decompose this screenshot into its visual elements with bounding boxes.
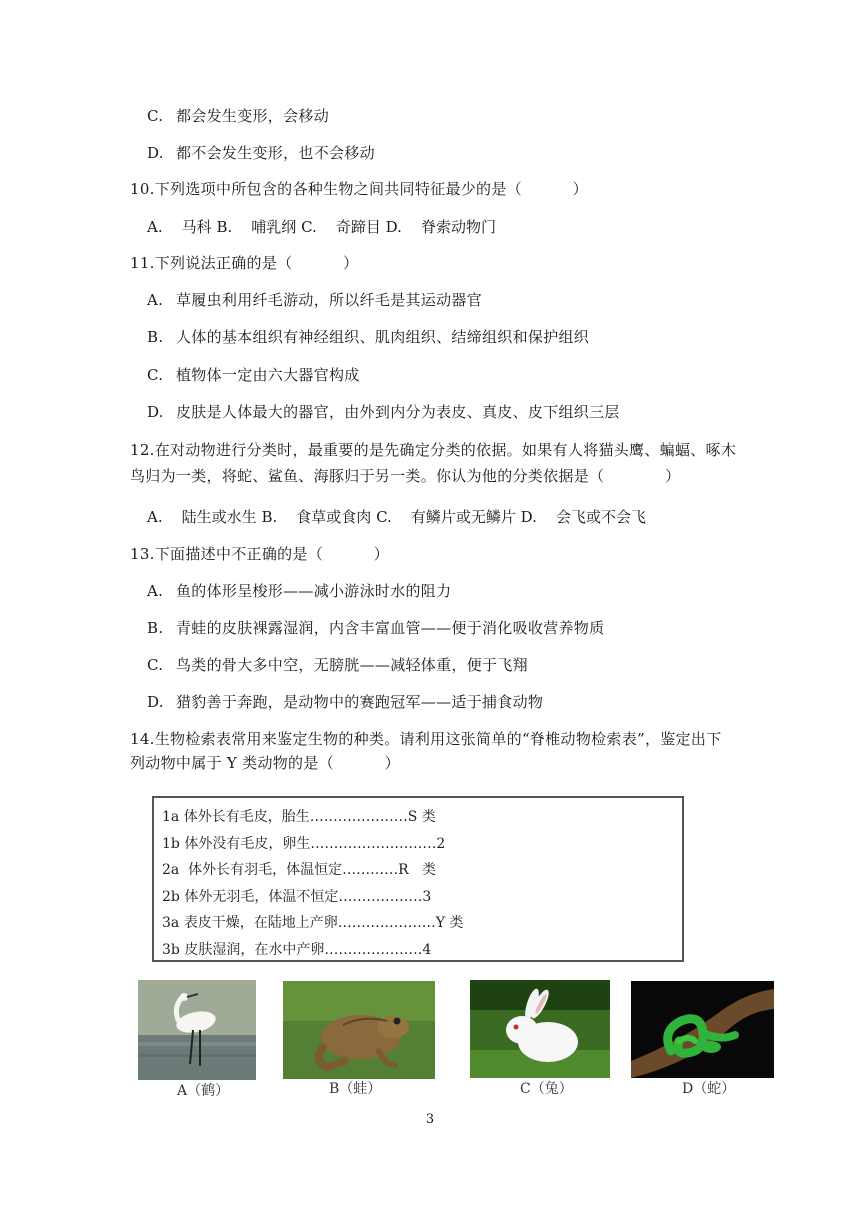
q11-option-d-text: 皮肤是人体最大的器官，由外到内分为表皮、真皮、皮下组织三层 bbox=[176, 403, 620, 421]
caption-a: A（鹤） bbox=[177, 1083, 230, 1099]
page-number: 3 bbox=[425, 1112, 435, 1127]
key-row-2a: 2a 体外长有羽毛，体温恒定…………R 类 bbox=[162, 862, 437, 878]
q9-option-c-text: 都会发生变形，会移动 bbox=[176, 107, 330, 125]
q11-option-b-letter: B. bbox=[147, 328, 164, 346]
snake-photo bbox=[631, 981, 774, 1078]
q9-option-d-text: 都不会发生变形，也不会移动 bbox=[176, 144, 375, 162]
q9-option-c-letter: C. bbox=[147, 107, 164, 125]
q12-stem-line1: 12.在对动物进行分类时，最重要的是先确定分类的依据。如果有人将猫头鹰、蝙蝠、啄木 bbox=[130, 441, 737, 459]
q13-option-b-letter: B. bbox=[147, 619, 164, 637]
q12-options: A. 陆生或水生 B. 食草或食肉 C. 有鳞片或无鳞片 D. 会飞或不会飞 bbox=[147, 508, 646, 526]
key-row-3b: 3b 皮肤湿润，在水中产卵…………………4 bbox=[162, 941, 432, 958]
q13-stem: 13.下面描述中不正确的是（ ） bbox=[130, 545, 390, 563]
q10-options: A. 马科 B. 哺乳纲 C. 奇蹄目 D. 脊索动物门 bbox=[147, 218, 496, 236]
q10-stem: 10.下列选项中所包含的各种生物之间共同特征最少的是（ ） bbox=[130, 180, 588, 198]
caption-c: C（兔） bbox=[520, 1081, 573, 1097]
q11-stem: 11.下列说法正确的是（ ） bbox=[130, 254, 359, 272]
q13-option-a-letter: A. bbox=[147, 582, 164, 600]
q11-option-a-text: 草履虫利用纤毛游动，所以纤毛是其运动器官 bbox=[176, 291, 483, 309]
vertebrate-key-table bbox=[152, 796, 684, 962]
q13-option-c-letter: C. bbox=[147, 656, 164, 674]
caption-b: B（蛙） bbox=[329, 1081, 382, 1097]
key-row-2b: 2b 体外无羽毛，体温不恒定………………3 bbox=[162, 888, 432, 905]
key-row-1a: 1a 体外长有毛皮，胎生…………………S 类 bbox=[162, 809, 436, 825]
q13-option-b-text: 青蛙的皮肤裸露湿润，内含丰富血管——便于消化吸收营养物质 bbox=[176, 619, 605, 637]
q13-option-a-text: 鱼的体形呈梭形——减小游泳时水的阻力 bbox=[176, 582, 452, 600]
key-row-3a: 3a 表皮干燥，在陆地上产卵…………………Y 类 bbox=[162, 915, 464, 931]
q13-option-d-letter: D. bbox=[147, 693, 164, 711]
q13-option-c-text: 鸟类的骨大多中空，无膀胱——减轻体重，便于飞翔 bbox=[176, 656, 528, 674]
caption-d: D（蛇） bbox=[682, 1081, 736, 1097]
q11-option-c-letter: C. bbox=[147, 366, 164, 384]
q11-option-b-text: 人体的基本组织有神经组织、肌肉组织、结缔组织和保护组织 bbox=[176, 328, 590, 346]
rabbit-photo bbox=[470, 980, 610, 1078]
q11-option-c-text: 植物体一定由六大器官构成 bbox=[176, 366, 360, 384]
q9-option-d-letter: D. bbox=[147, 144, 164, 162]
q11-option-a-letter: A. bbox=[147, 291, 164, 309]
egret-photo bbox=[138, 980, 256, 1080]
q14-stem-line1: 14.生物检索表常用来鉴定生物的种类。请利用这张简单的“脊椎动物检索表”，鉴定出下 bbox=[130, 730, 722, 748]
frog-photo bbox=[283, 981, 435, 1079]
q12-stem-line2: 鸟归为一类，将蛇、鲨鱼、海豚归于另一类。你认为他的分类依据是（ ） bbox=[130, 467, 681, 485]
q13-option-d-text: 猎豹善于奔跑，是动物中的赛跑冠军——适于捕食动物 bbox=[176, 693, 544, 711]
key-row-1b: 1b 体外没有毛皮，卵生………………………2 bbox=[162, 835, 446, 852]
q14-stem-line2: 列动物中属于 Y 类动物的是（ ） bbox=[130, 754, 400, 772]
q11-option-d-letter: D. bbox=[147, 403, 164, 421]
